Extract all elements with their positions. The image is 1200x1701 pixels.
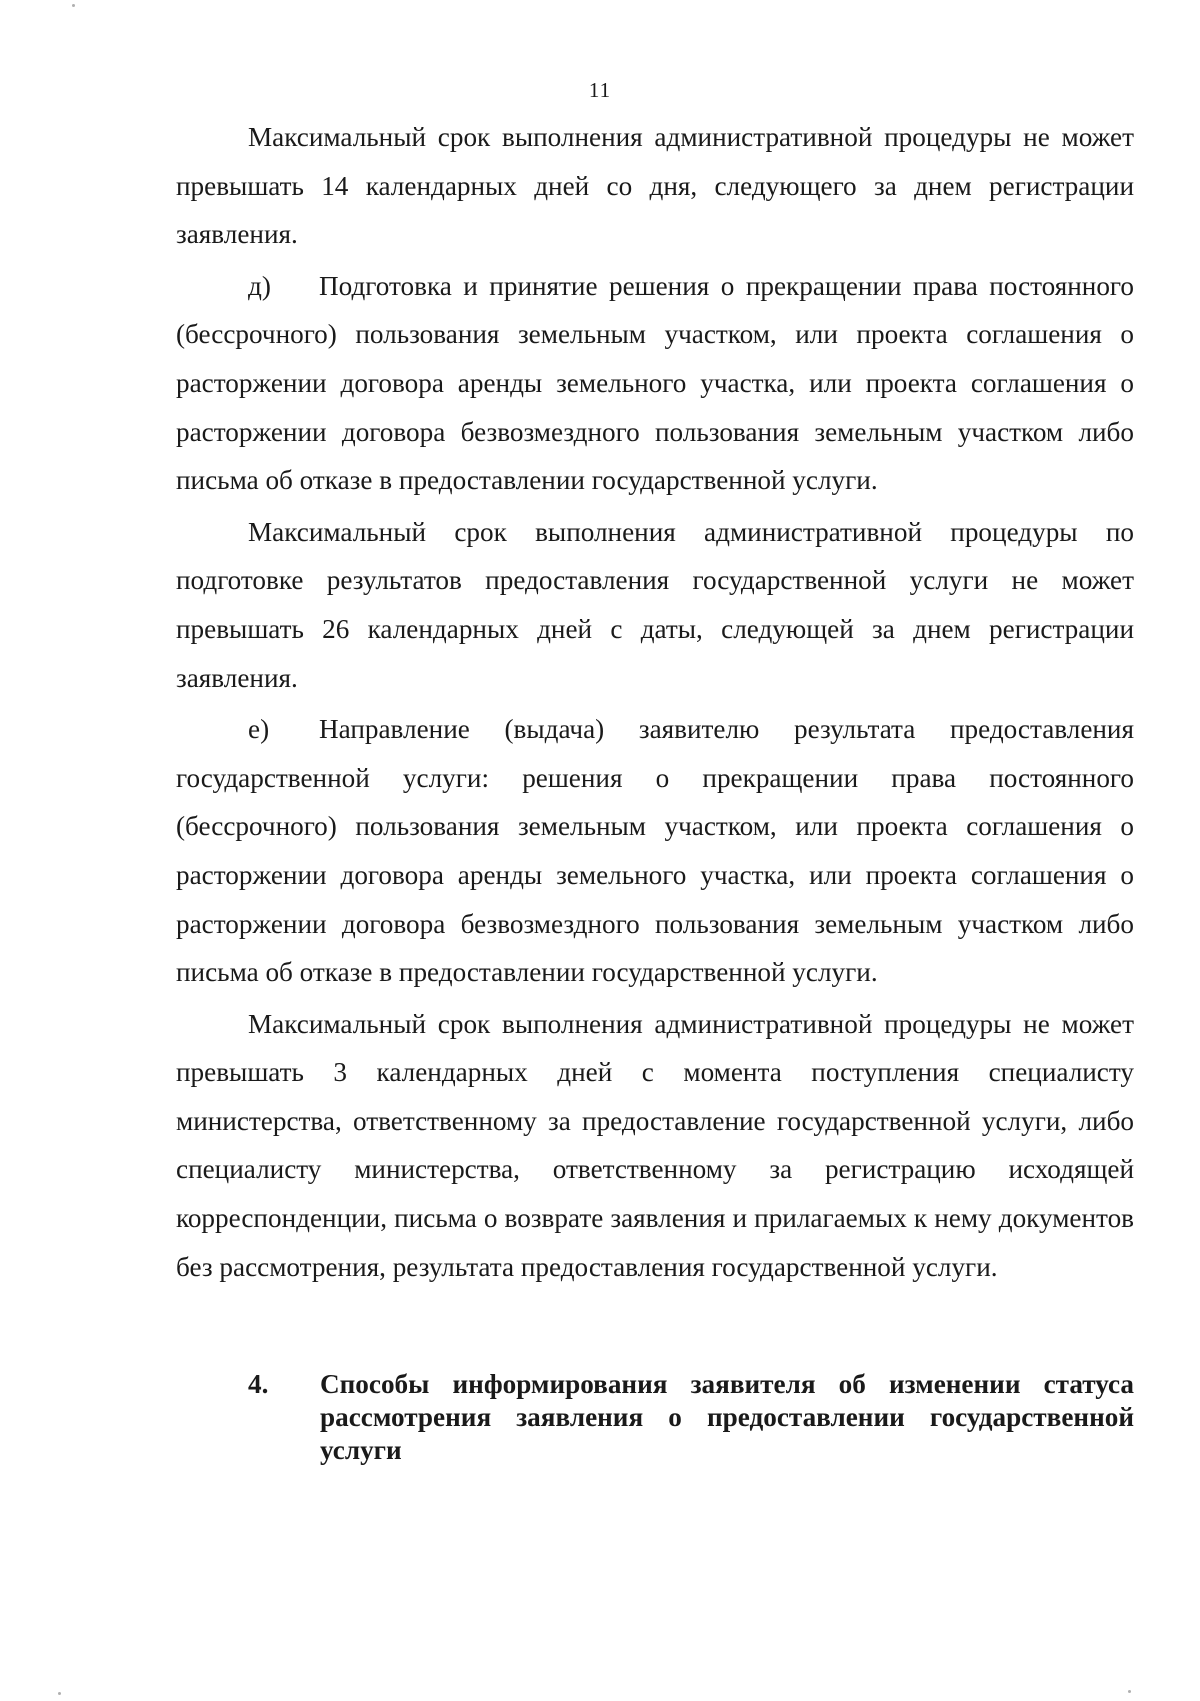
document-body (176, 113, 1134, 1291)
section-heading-number: 4. (248, 1369, 269, 1399)
section-heading (176, 1368, 1134, 1467)
paragraph-deadline-26-days: Максимальный срок выполнения административной процедуры по подготовке результатов предоставления государственной услуги не может превышать 26 календарных дней с даты, следующей за днем регистрации заявления. (176, 516, 1134, 693)
list-item-d (176, 262, 1134, 505)
scan-artifact-dot (1128, 1690, 1131, 1693)
list-item-d-text: Подготовка и принятие решения о прекращении права постоянного (бессрочного) пользования земельным участком, или проекта соглашения о расторжении договора аренды земельного участка, или проекта соглашения о расторжении договора безвозмездного пользования земельным участком либо письма об отказе в предоставлении государственной услуги. (176, 270, 1134, 496)
list-marker-e: е) (248, 714, 270, 745)
paragraph-deadline-3-days: Максимальный срок выполнения административной процедуры не может превышать 3 календарных дней с момента поступления специалисту министерства, ответственному за предоставление государственной услуги, либо специалисту министерства, ответственному за регистрацию исходящей корреспонденции, письма о возврате заявления и прилагаемых к нему документов без рассмотрения, результата предоставления государственной услуги. (176, 1008, 1134, 1282)
section-heading-text: Способы информирования заявителя об изменении статуса рассмотрения заявления о предоставлении государственной услуги (320, 1369, 1134, 1465)
scan-artifact-dot (72, 4, 75, 7)
scan-artifact-dot (58, 1692, 61, 1695)
list-item-e (176, 705, 1134, 997)
list-item-e-text: Направление (выдача) заявителю результата предоставления государственной услуги: решения о прекращении права постоянного (бессрочного) пользования земельным участком, или проекта соглашения о расторжении договора аренды земельного участка, или проекта соглашения о расторжении договора безвозмездного пользования земельным участком либо письма об отказе в предоставлении государственной услуги. (176, 714, 1134, 988)
list-marker-d: д) (248, 270, 271, 301)
paragraph-deadline-14-days: Максимальный срок выполнения административной процедуры не может превышать 14 календарных дней со дня, следующего за днем регистрации заявления. (176, 122, 1134, 250)
page-number: 11 (588, 78, 612, 102)
